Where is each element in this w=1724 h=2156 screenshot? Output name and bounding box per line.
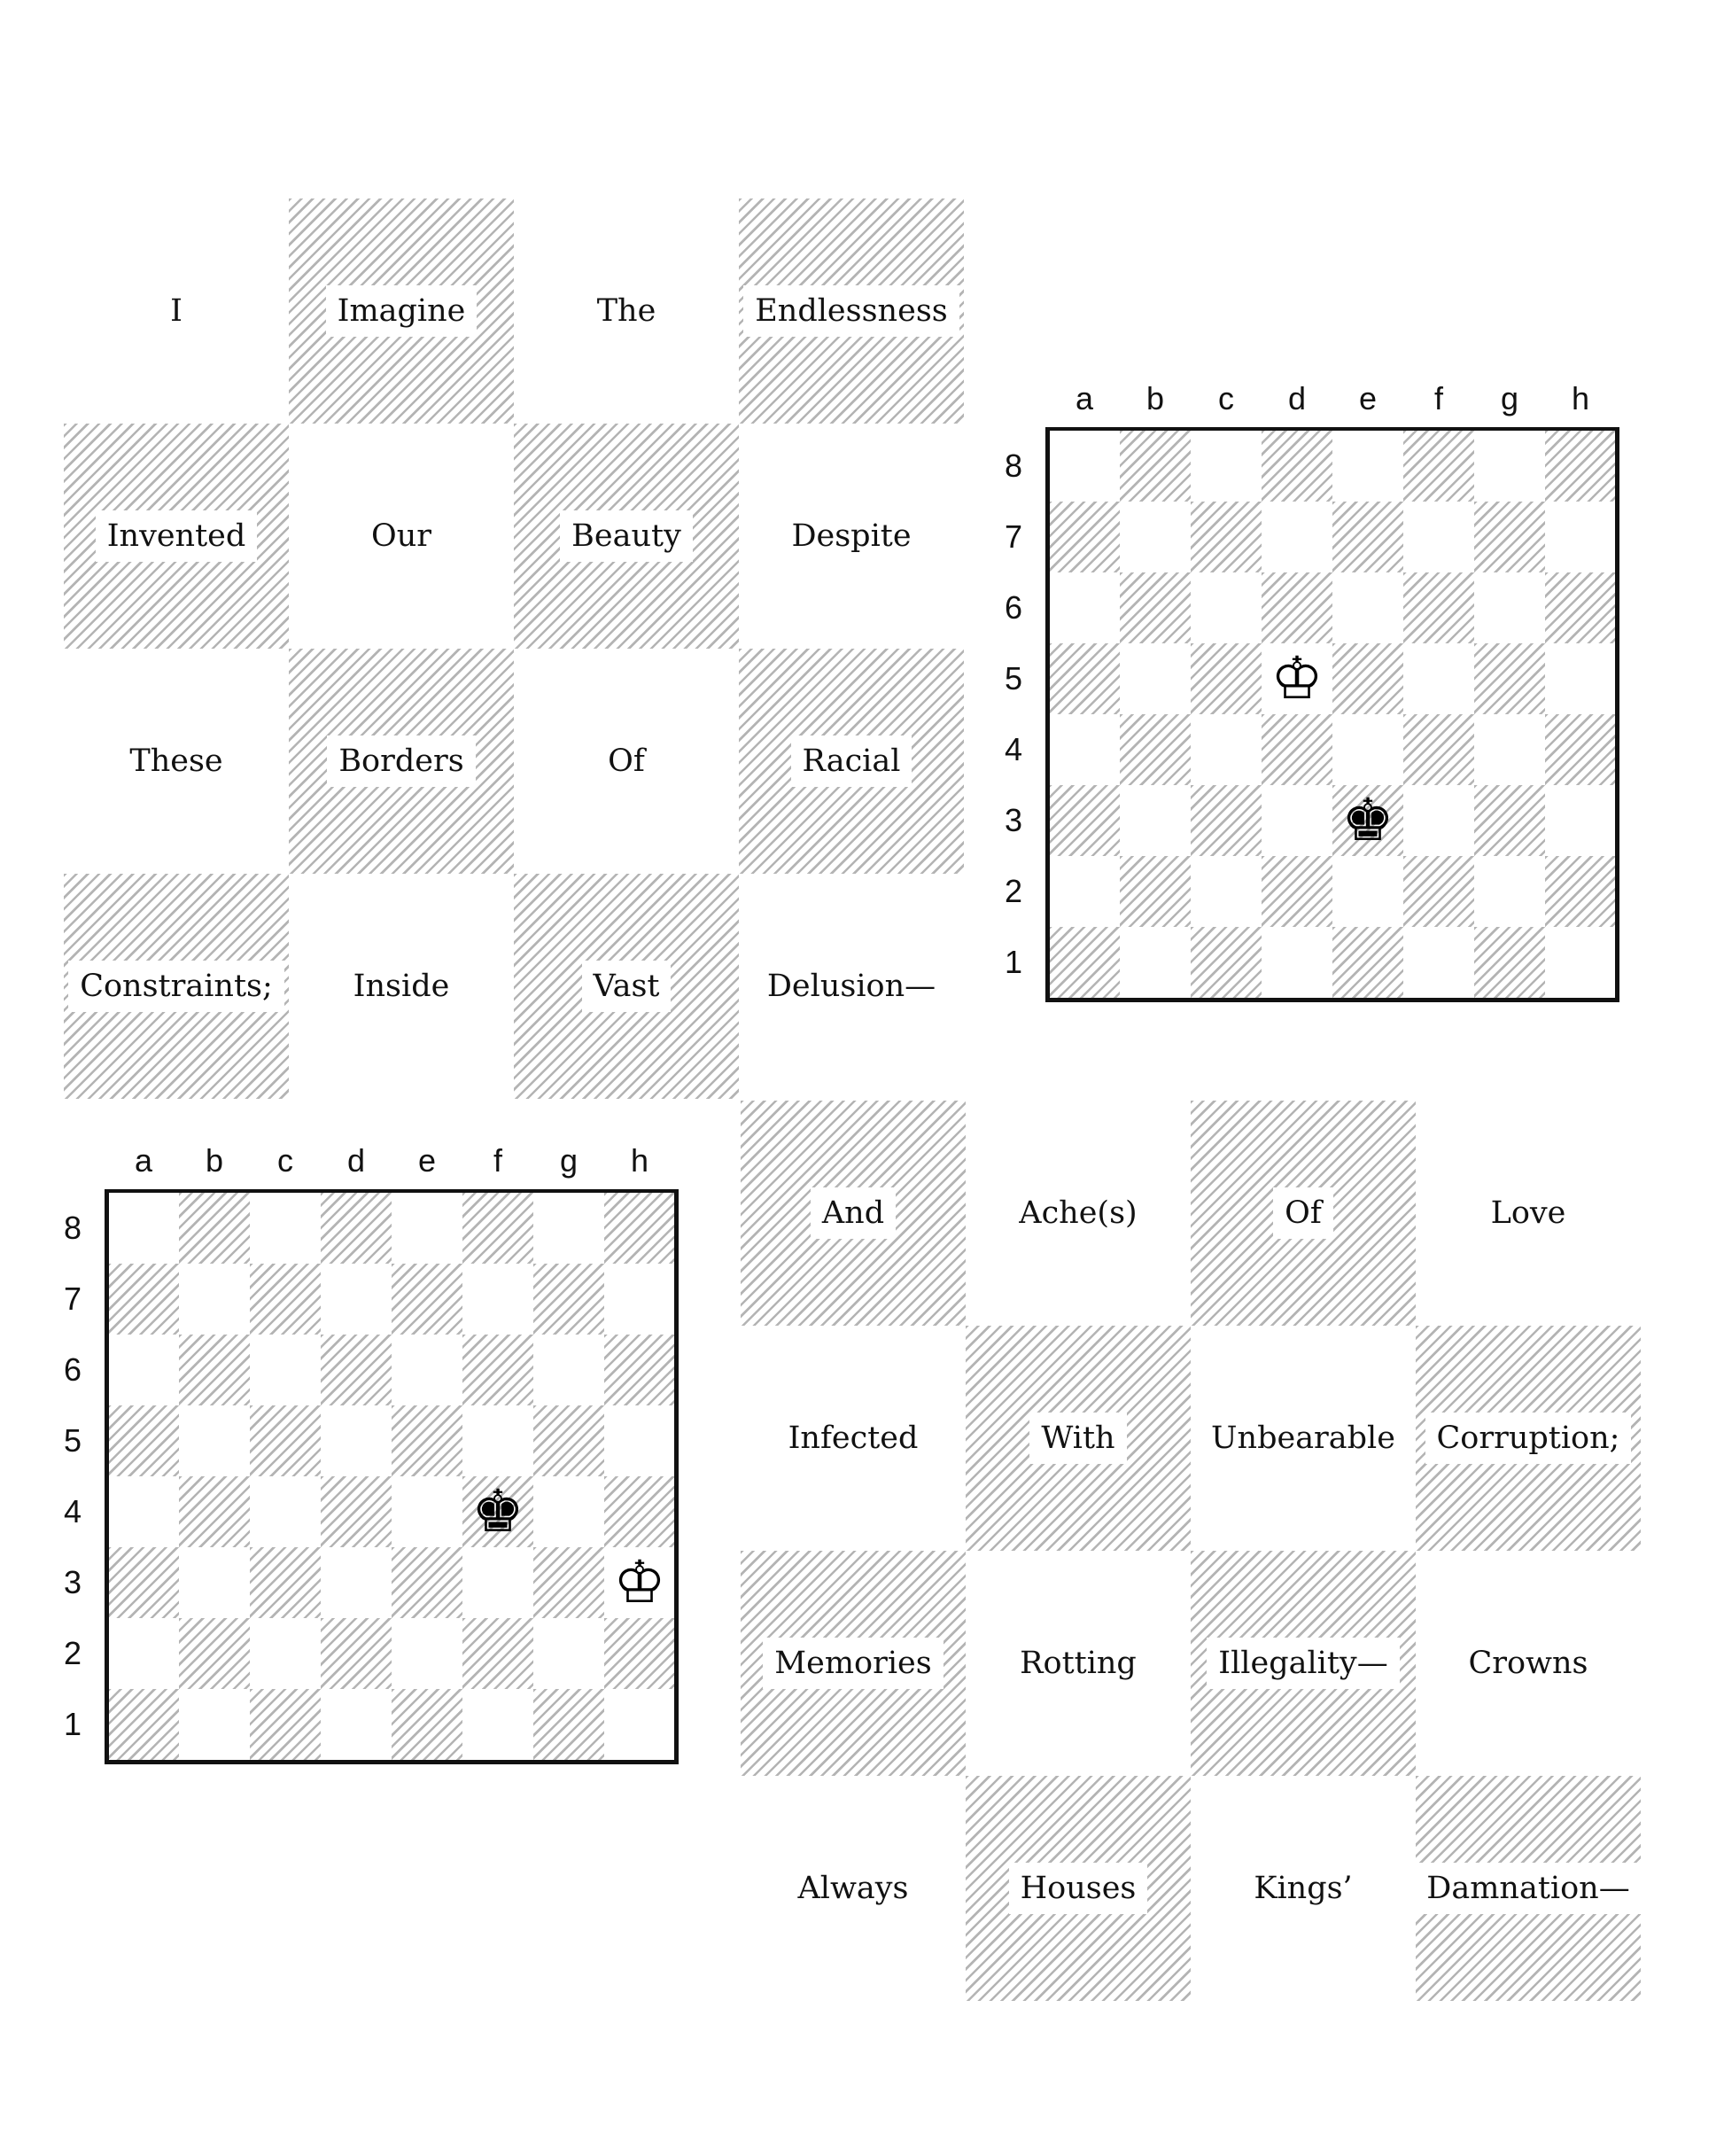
word-cell xyxy=(1191,1326,1416,1551)
square-b6[interactable] xyxy=(1120,572,1191,643)
word-cell xyxy=(64,198,289,424)
square-e4[interactable] xyxy=(392,1476,462,1547)
file-label: h xyxy=(630,1142,649,1179)
square-b1[interactable] xyxy=(179,1689,250,1760)
square-a5[interactable] xyxy=(1049,643,1120,714)
word-label: Despite xyxy=(791,518,912,554)
square-f2[interactable] xyxy=(1403,856,1474,927)
word-cell xyxy=(289,198,514,424)
black-king-icon[interactable]: ♚ xyxy=(1341,786,1394,854)
square-e4[interactable] xyxy=(1332,714,1403,785)
square-g3[interactable] xyxy=(1474,785,1545,856)
square-h3[interactable] xyxy=(604,1547,675,1618)
word-label: I xyxy=(170,292,182,329)
board-squares xyxy=(1049,431,1616,998)
square-c2[interactable] xyxy=(250,1618,321,1689)
word-label: Always xyxy=(797,1870,909,1906)
word-cell xyxy=(1191,1776,1416,2001)
square-b4[interactable] xyxy=(179,1476,250,1547)
rank-label: 4 xyxy=(63,1493,82,1529)
square-g2[interactable] xyxy=(1474,856,1545,927)
square-c6[interactable] xyxy=(1191,572,1262,643)
rank-label: 6 xyxy=(63,1351,82,1388)
word-cell xyxy=(966,1326,1191,1551)
square-h3[interactable] xyxy=(1545,785,1616,856)
square-e5[interactable] xyxy=(1332,643,1403,714)
square-e2[interactable] xyxy=(1332,856,1403,927)
square-c3[interactable] xyxy=(1191,785,1262,856)
word-label: These xyxy=(129,743,223,779)
square-d2[interactable] xyxy=(1262,856,1332,927)
square-c8[interactable] xyxy=(1191,431,1262,502)
square-h8[interactable] xyxy=(1545,431,1616,502)
square-d8[interactable] xyxy=(1262,431,1332,502)
file-label: d xyxy=(1287,380,1307,416)
rank-label: 1 xyxy=(1004,944,1023,980)
square-h7[interactable] xyxy=(1545,502,1616,572)
square-g1[interactable] xyxy=(533,1689,604,1760)
file-label: b xyxy=(205,1142,224,1179)
rank-label: 5 xyxy=(1004,660,1023,697)
square-b7[interactable] xyxy=(179,1264,250,1335)
word-cell xyxy=(739,198,964,424)
word-cell xyxy=(739,424,964,649)
square-a8[interactable] xyxy=(1049,431,1120,502)
square-g7[interactable] xyxy=(1474,502,1545,572)
square-g8[interactable] xyxy=(533,1193,604,1264)
square-g5[interactable] xyxy=(1474,643,1545,714)
square-d4[interactable] xyxy=(1262,714,1332,785)
word-label: Vast xyxy=(582,961,672,1012)
square-f5[interactable] xyxy=(1403,643,1474,714)
square-a7[interactable] xyxy=(1049,502,1120,572)
square-g1[interactable] xyxy=(1474,927,1545,998)
square-g3[interactable] xyxy=(533,1547,604,1618)
square-h7[interactable] xyxy=(604,1264,675,1335)
square-c4[interactable] xyxy=(1191,714,1262,785)
square-d6[interactable] xyxy=(321,1335,392,1405)
word-label: Borders xyxy=(327,736,475,787)
square-c7[interactable] xyxy=(250,1264,321,1335)
file-label: b xyxy=(1145,380,1165,416)
square-c1[interactable] xyxy=(250,1689,321,1760)
square-h4[interactable] xyxy=(604,1476,675,1547)
square-b4[interactable] xyxy=(1120,714,1191,785)
word-cell xyxy=(64,874,289,1099)
word-label: Rotting xyxy=(1020,1645,1137,1681)
board-squares xyxy=(108,1193,675,1760)
square-e1[interactable] xyxy=(1332,927,1403,998)
square-a4[interactable] xyxy=(1049,714,1120,785)
square-c4[interactable] xyxy=(250,1476,321,1547)
square-e6[interactable] xyxy=(1332,572,1403,643)
square-f1[interactable] xyxy=(462,1689,533,1760)
word-cell xyxy=(741,1101,966,1326)
rank-labels xyxy=(55,1193,90,1760)
word-label: Constraints; xyxy=(68,961,284,1012)
square-h8[interactable] xyxy=(604,1193,675,1264)
word-label: Crowns xyxy=(1468,1645,1588,1681)
square-g7[interactable] xyxy=(533,1264,604,1335)
square-a6[interactable] xyxy=(108,1335,179,1405)
rank-label: 8 xyxy=(63,1210,82,1246)
square-d7[interactable] xyxy=(1262,502,1332,572)
board-edge-top xyxy=(108,1189,675,1193)
square-e1[interactable] xyxy=(392,1689,462,1760)
word-cell xyxy=(741,1326,966,1551)
word-label: Our xyxy=(371,518,431,554)
square-h1[interactable] xyxy=(604,1689,675,1760)
square-f6[interactable] xyxy=(462,1335,533,1405)
square-b7[interactable] xyxy=(1120,502,1191,572)
square-d1[interactable] xyxy=(321,1689,392,1760)
black-king-icon[interactable]: ♚ xyxy=(471,1477,524,1545)
word-label: Houses xyxy=(1009,1863,1148,1914)
square-e7[interactable] xyxy=(392,1264,462,1335)
square-f8[interactable] xyxy=(462,1193,533,1264)
file-label: h xyxy=(1571,380,1590,416)
square-h5[interactable] xyxy=(1545,643,1616,714)
word-cell xyxy=(966,1776,1191,2001)
square-b8[interactable] xyxy=(1120,431,1191,502)
square-h6[interactable] xyxy=(1545,572,1616,643)
square-a7[interactable] xyxy=(108,1264,179,1335)
file-label: e xyxy=(1358,380,1378,416)
square-f3[interactable] xyxy=(1403,785,1474,856)
chess-board-left xyxy=(37,1140,666,1813)
square-a4[interactable] xyxy=(108,1476,179,1547)
square-a2[interactable] xyxy=(1049,856,1120,927)
square-d6[interactable] xyxy=(1262,572,1332,643)
word-label: Kings’ xyxy=(1254,1870,1353,1906)
square-h4[interactable] xyxy=(1545,714,1616,785)
square-c8[interactable] xyxy=(250,1193,321,1264)
square-d2[interactable] xyxy=(321,1618,392,1689)
square-e8[interactable] xyxy=(392,1193,462,1264)
board-edge-right xyxy=(674,1189,679,1764)
white-king-icon[interactable]: ♔ xyxy=(1270,644,1324,712)
square-e2[interactable] xyxy=(392,1618,462,1689)
square-a6[interactable] xyxy=(1049,572,1120,643)
word-label: Racial xyxy=(791,736,912,787)
square-d8[interactable] xyxy=(321,1193,392,1264)
word-cell xyxy=(289,874,514,1099)
file-label: g xyxy=(1500,380,1519,416)
square-f4[interactable] xyxy=(462,1476,533,1547)
square-g2[interactable] xyxy=(533,1618,604,1689)
square-b2[interactable] xyxy=(1120,856,1191,927)
square-e5[interactable] xyxy=(392,1405,462,1476)
square-a3[interactable] xyxy=(1049,785,1120,856)
file-label: a xyxy=(134,1142,153,1179)
square-h2[interactable] xyxy=(604,1618,675,1689)
square-d5[interactable] xyxy=(1262,643,1332,714)
square-e6[interactable] xyxy=(392,1335,462,1405)
square-b3[interactable] xyxy=(1120,785,1191,856)
board-edge-top xyxy=(1049,427,1616,431)
square-h5[interactable] xyxy=(604,1405,675,1476)
file-label: d xyxy=(346,1142,366,1179)
word-label: Ache(s) xyxy=(1019,1195,1138,1231)
rank-label: 2 xyxy=(1004,873,1023,909)
word-cell xyxy=(514,874,739,1099)
square-f4[interactable] xyxy=(1403,714,1474,785)
word-grid-bottom xyxy=(741,1101,1641,2001)
square-e3[interactable] xyxy=(1332,785,1403,856)
word-cell xyxy=(514,649,739,874)
word-label: Of xyxy=(608,743,645,779)
square-f7[interactable] xyxy=(1403,502,1474,572)
word-cell xyxy=(739,874,964,1099)
square-f3[interactable] xyxy=(462,1547,533,1618)
square-e3[interactable] xyxy=(392,1547,462,1618)
file-label: a xyxy=(1075,380,1094,416)
word-label: Love xyxy=(1490,1195,1566,1231)
board-edge-bottom xyxy=(108,1760,675,1764)
square-e7[interactable] xyxy=(1332,502,1403,572)
word-cell xyxy=(966,1551,1191,1776)
square-b5[interactable] xyxy=(1120,643,1191,714)
file-label: g xyxy=(559,1142,579,1179)
square-f8[interactable] xyxy=(1403,431,1474,502)
white-king-icon[interactable]: ♔ xyxy=(613,1548,666,1616)
word-label: Invented xyxy=(96,510,258,562)
rank-label: 7 xyxy=(1004,518,1023,555)
square-b8[interactable] xyxy=(179,1193,250,1264)
square-c1[interactable] xyxy=(1191,927,1262,998)
square-b6[interactable] xyxy=(179,1335,250,1405)
square-g5[interactable] xyxy=(533,1405,604,1476)
square-e8[interactable] xyxy=(1332,431,1403,502)
word-cell xyxy=(1416,1551,1641,1776)
word-cell xyxy=(514,424,739,649)
word-label: Inside xyxy=(353,968,450,1004)
square-a2[interactable] xyxy=(108,1618,179,1689)
word-cell xyxy=(739,649,964,874)
word-grid-top xyxy=(64,198,964,1099)
file-label: f xyxy=(493,1142,502,1179)
word-cell xyxy=(1191,1101,1416,1326)
word-cell xyxy=(1416,1776,1641,2001)
word-cell xyxy=(966,1101,1191,1326)
word-cell xyxy=(1191,1551,1416,1776)
square-c7[interactable] xyxy=(1191,502,1262,572)
word-cell xyxy=(289,649,514,874)
word-label: Endlessness xyxy=(743,285,959,337)
rank-label: 1 xyxy=(63,1706,82,1742)
square-c6[interactable] xyxy=(250,1335,321,1405)
square-f6[interactable] xyxy=(1403,572,1474,643)
board-edge-right xyxy=(1615,427,1619,1002)
square-h1[interactable] xyxy=(1545,927,1616,998)
square-b1[interactable] xyxy=(1120,927,1191,998)
square-c5[interactable] xyxy=(1191,643,1262,714)
rank-label: 2 xyxy=(63,1635,82,1671)
word-label: And xyxy=(811,1187,896,1239)
file-labels xyxy=(1049,377,1616,420)
square-a1[interactable] xyxy=(108,1689,179,1760)
board-edge-bottom xyxy=(1049,998,1616,1002)
word-cell xyxy=(741,1551,966,1776)
file-label: e xyxy=(417,1142,437,1179)
chess-board-right xyxy=(978,377,1598,1051)
square-b2[interactable] xyxy=(179,1618,250,1689)
square-g4[interactable] xyxy=(533,1476,604,1547)
square-d7[interactable] xyxy=(321,1264,392,1335)
word-label: Infected xyxy=(788,1420,919,1456)
word-label: With xyxy=(1029,1413,1126,1464)
square-g6[interactable] xyxy=(533,1335,604,1405)
word-label: Of xyxy=(1273,1187,1333,1239)
rank-labels xyxy=(996,431,1031,998)
word-label: Imagine xyxy=(326,285,478,337)
word-cell xyxy=(289,424,514,649)
file-label: c xyxy=(1218,380,1234,416)
rank-label: 6 xyxy=(1004,589,1023,626)
square-g8[interactable] xyxy=(1474,431,1545,502)
file-labels xyxy=(108,1140,675,1182)
square-b3[interactable] xyxy=(179,1547,250,1618)
word-cell xyxy=(64,649,289,874)
square-d3[interactable] xyxy=(321,1547,392,1618)
square-b5[interactable] xyxy=(179,1405,250,1476)
board-edge-left xyxy=(105,1189,109,1764)
square-f2[interactable] xyxy=(462,1618,533,1689)
square-a8[interactable] xyxy=(108,1193,179,1264)
rank-label: 5 xyxy=(63,1422,82,1459)
word-label: Unbearable xyxy=(1211,1420,1395,1456)
word-label: Corruption; xyxy=(1425,1413,1632,1464)
file-label: c xyxy=(277,1142,293,1179)
rank-label: 4 xyxy=(1004,731,1023,767)
square-a5[interactable] xyxy=(108,1405,179,1476)
word-label: Illegality— xyxy=(1207,1638,1399,1689)
word-label: Delusion— xyxy=(766,968,936,1004)
square-a3[interactable] xyxy=(108,1547,179,1618)
square-c2[interactable] xyxy=(1191,856,1262,927)
square-d4[interactable] xyxy=(321,1476,392,1547)
word-cell xyxy=(64,424,289,649)
word-label: The xyxy=(596,292,656,329)
word-cell xyxy=(741,1776,966,2001)
square-c3[interactable] xyxy=(250,1547,321,1618)
word-label: Memories xyxy=(763,1638,943,1689)
square-d3[interactable] xyxy=(1262,785,1332,856)
rank-label: 3 xyxy=(1004,802,1023,838)
word-label: Damnation— xyxy=(1415,1863,1641,1914)
square-f5[interactable] xyxy=(462,1405,533,1476)
file-label: f xyxy=(1433,380,1443,416)
rank-label: 3 xyxy=(63,1564,82,1600)
rank-label: 7 xyxy=(63,1280,82,1317)
word-cell xyxy=(514,198,739,424)
square-g4[interactable] xyxy=(1474,714,1545,785)
square-d5[interactable] xyxy=(321,1405,392,1476)
word-cell xyxy=(1416,1326,1641,1551)
board-edge-left xyxy=(1045,427,1050,1002)
word-label: Beauty xyxy=(560,510,693,562)
square-f7[interactable] xyxy=(462,1264,533,1335)
square-h2[interactable] xyxy=(1545,856,1616,927)
square-c5[interactable] xyxy=(250,1405,321,1476)
rank-label: 8 xyxy=(1004,448,1023,484)
square-f1[interactable] xyxy=(1403,927,1474,998)
square-h6[interactable] xyxy=(604,1335,675,1405)
square-g6[interactable] xyxy=(1474,572,1545,643)
word-cell xyxy=(1416,1101,1641,1326)
square-a1[interactable] xyxy=(1049,927,1120,998)
square-d1[interactable] xyxy=(1262,927,1332,998)
